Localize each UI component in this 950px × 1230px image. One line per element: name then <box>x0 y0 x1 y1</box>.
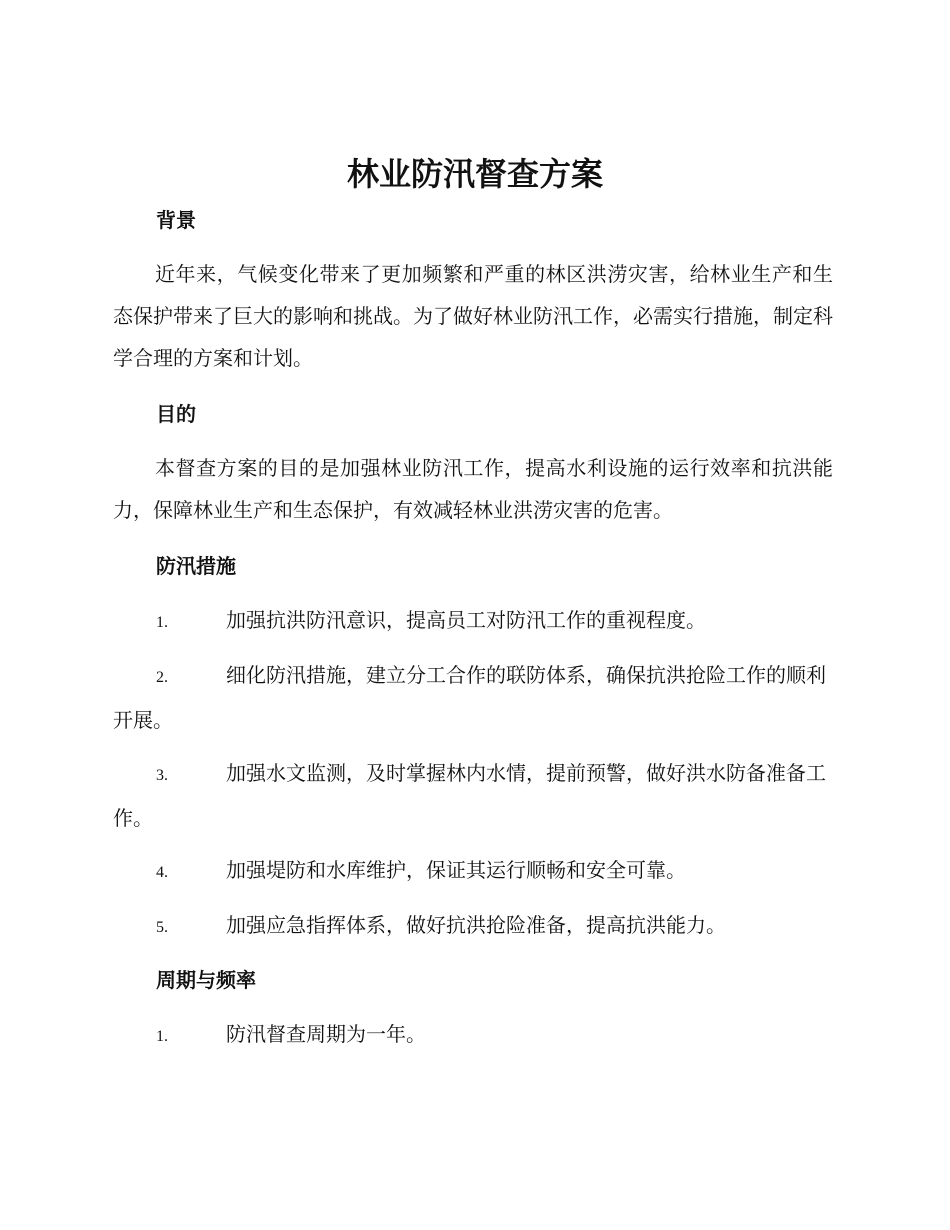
list-text: 加强堤防和水库维护，保证其运行顺畅和安全可靠。 <box>226 858 686 882</box>
section-heading-period: 周期与频率 <box>156 968 256 992</box>
list-item <box>113 904 833 949</box>
list-number: 1. <box>156 614 168 631</box>
list-item <box>113 752 833 839</box>
list-text: 加强水文监测，及时掌握林内水情，提前预警，做好洪水防备准备工作。 <box>113 761 826 830</box>
list-number: 4. <box>156 864 168 881</box>
list-text: 加强抗洪防汛意识，提高员工对防汛工作的重视程度。 <box>226 608 706 632</box>
list-text: 防汛督查周期为一年。 <box>226 1022 426 1046</box>
section-paragraph-purpose: 本督查方案的目的是加强林业防汛工作，提高水利设施的运行效率和抗洪能力，保障林业生产和生态保护，有效减轻林业洪涝灾害的危害。 <box>113 456 833 522</box>
section-heading-measures: 防汛措施 <box>156 554 236 578</box>
section-paragraph-background: 近年来，气候变化带来了更加频繁和严重的林区洪涝灾害，给林业生产和生态保护带来了巨大的影响和挑战。为了做好林业防汛工作，必需实行措施，制定科学合理的方案和计划。 <box>113 262 833 370</box>
list-number: 1. <box>156 1028 168 1045</box>
list-item <box>113 654 833 741</box>
list-number: 5. <box>156 919 168 936</box>
list-item <box>113 1013 833 1058</box>
section-heading-background: 背景 <box>156 208 196 232</box>
list-text: 细化防汛措施，建立分工合作的联防体系，确保抗洪抢险工作的顺利开展。 <box>113 663 826 732</box>
document-title: 林业防汛督查方案 <box>346 155 603 193</box>
list-text: 加强应急指挥体系，做好抗洪抢险准备，提高抗洪能力。 <box>226 913 726 937</box>
list-number: 3. <box>156 767 168 784</box>
list-item <box>113 599 833 644</box>
section-heading-purpose: 目的 <box>156 402 196 426</box>
list-number: 2. <box>156 669 168 686</box>
list-item <box>113 849 833 894</box>
